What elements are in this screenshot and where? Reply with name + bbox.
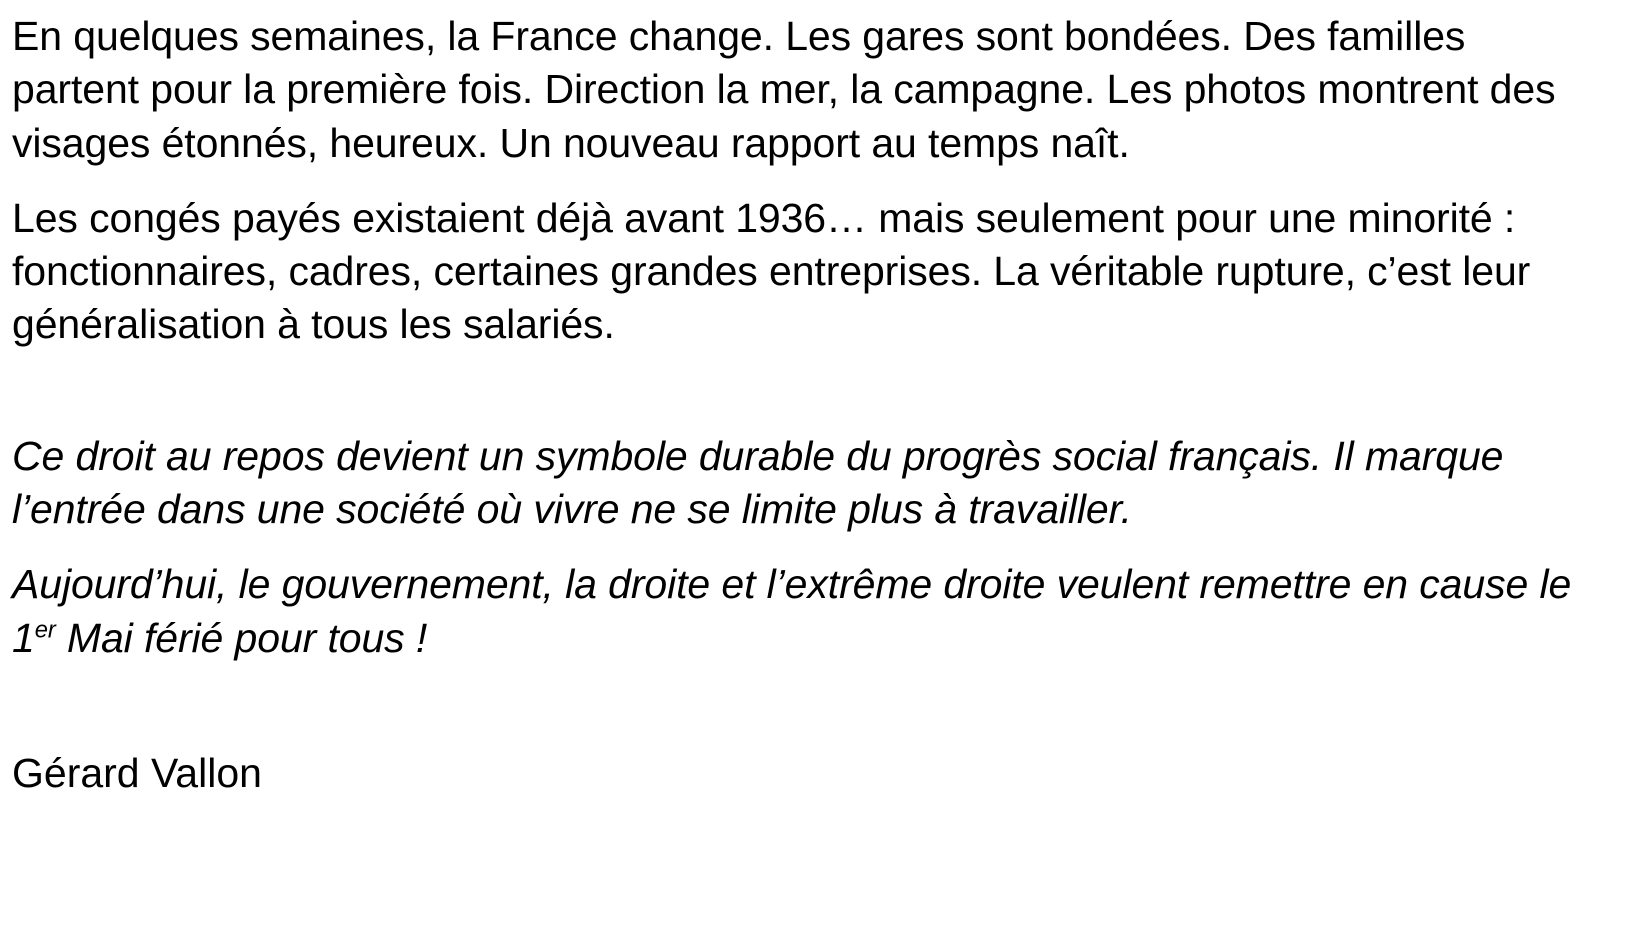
author-signature: Gérard Vallon [12, 749, 262, 796]
ordinal-suffix-er: er [34, 616, 56, 644]
call-to-action-text-end: Mai férié pour tous ! [55, 614, 428, 661]
paragraph-spacer-1 [12, 374, 1590, 430]
paragraph-call-to-action-italic [12, 558, 1590, 665]
paragraph-history: Les congés payés existaient déjà avant 1936… mais seulement pour une minorité : fonctionnaires, cadres, certaines grandes entreprises. La véritable rupture, c’est leur généralisation à tous les salariés. [12, 194, 1531, 348]
call-to-action-text-start: Aujourd’hui, le gouvernement, la droite et l’extrême droite veulent remettre en cause le 1 [12, 561, 1572, 661]
paragraph-intro: En quelques semaines, la France change. Les gares sont bondées. Des familles partent pour la première fois. Direction la mer, la campagne. Les photos montrent des visages étonnés, heureux. Un nouveau rapport au temps naît. [12, 13, 1556, 166]
paragraph-symbol-italic: Ce droit au repos devient un symbole durable du progrès social français. Il marque l’entrée dans une société où vivre ne se limite plus à travailler. [12, 432, 1504, 533]
paragraph-spacer-2 [12, 687, 1590, 747]
